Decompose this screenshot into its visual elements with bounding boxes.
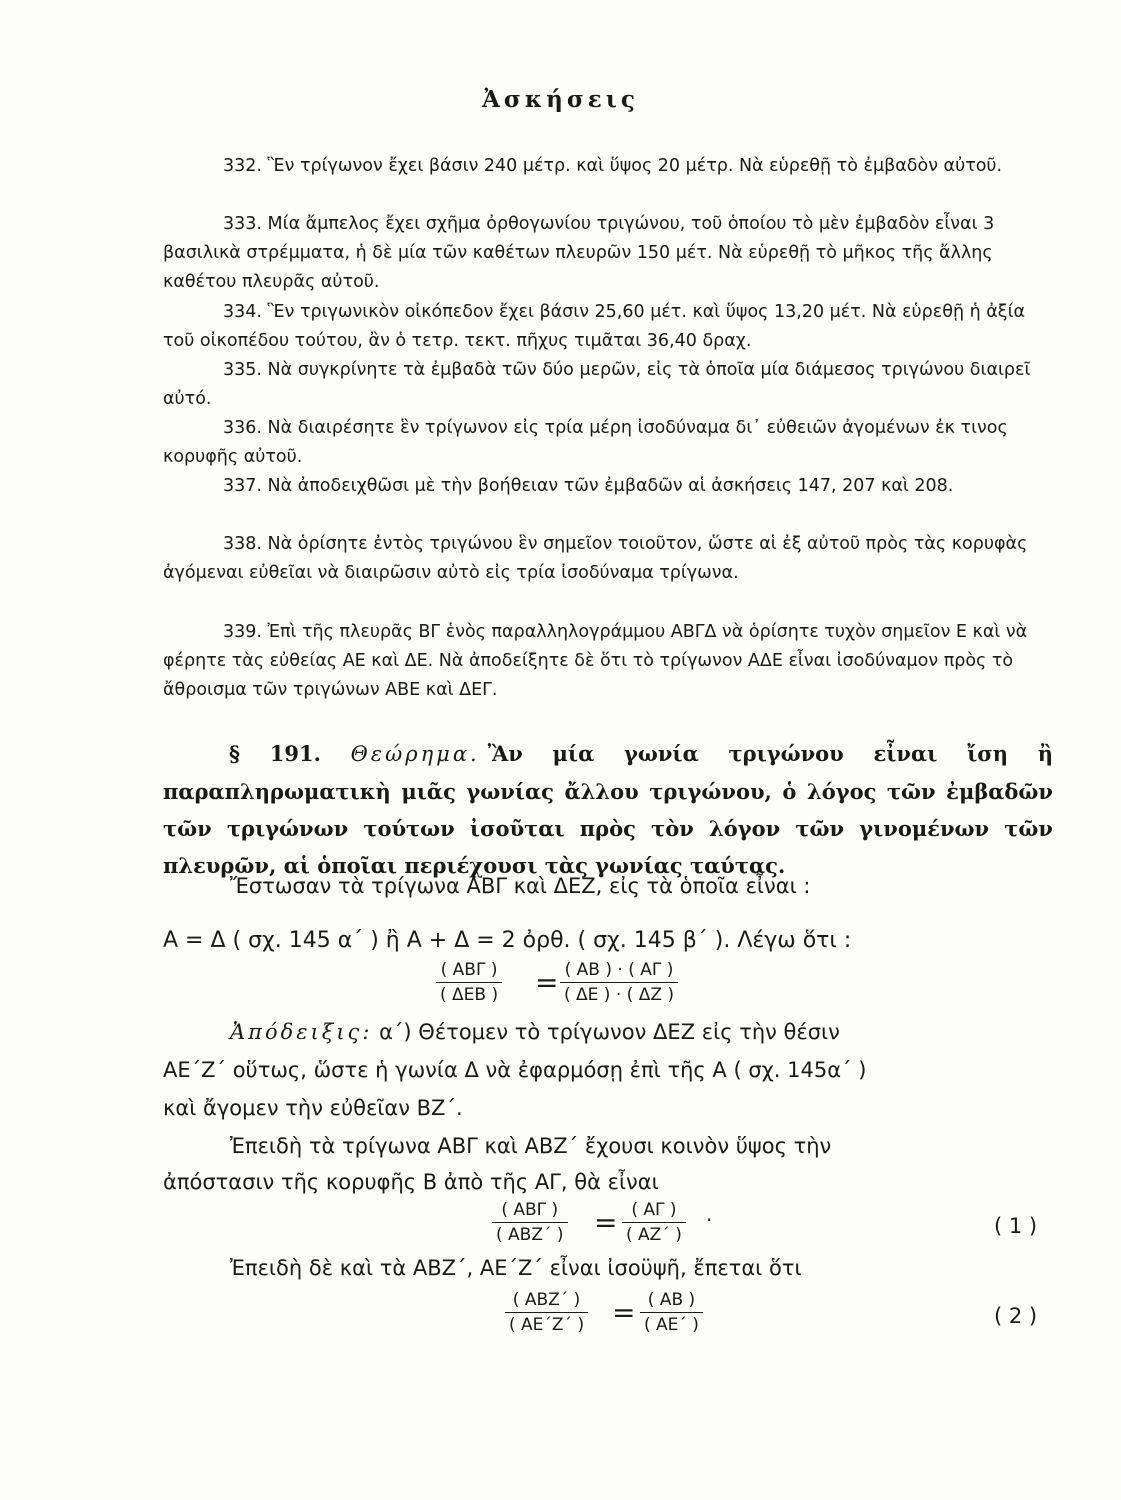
fraction-denominator: ( ΑΒΖ΄ ) bbox=[496, 1225, 564, 1245]
equals-sign: = bbox=[612, 1296, 636, 1329]
fraction-numerator: ( ΑΒΓ ) bbox=[436, 958, 502, 983]
given-line: Ἔστωσαν τὰ τρίγωνα ΑΒΓ καὶ ΔΕΖ, εἰς τὰ ὁποῖα εἶναι : bbox=[230, 874, 811, 898]
fraction-denominator: ( ΑΖ΄ ) bbox=[626, 1225, 682, 1245]
equals-sign: = bbox=[535, 966, 559, 999]
equation-number-2: ( 2 ) bbox=[994, 1304, 1038, 1328]
fraction-numerator: ( ΑΒ ) bbox=[640, 1288, 703, 1313]
exercise-339 bbox=[163, 618, 1048, 705]
equation-number-1: ( 1 ) bbox=[994, 1214, 1038, 1238]
exercise-number: 334. bbox=[223, 302, 262, 322]
fraction-denominator: ( ΔΕ ) · ( ΔΖ ) bbox=[564, 985, 675, 1005]
fraction-denominator: ( ΑΕ΄ ) bbox=[644, 1315, 699, 1335]
exercise-334 bbox=[163, 298, 1048, 356]
equals-sign: = bbox=[594, 1206, 618, 1239]
exercise-text: Νὰ συγκρίνητε τὰ ἐμβαδὰ τῶν δύο μερῶν, εἰς τὰ ὁποῖα μία διάμεσος τριγώνου διαιρεῖ αὐτό. bbox=[163, 360, 1031, 409]
exercise-number: 339. bbox=[223, 622, 262, 642]
proof-line-3: καὶ ἄγομεν τὴν εὐθεῖαν ΒΖ΄. bbox=[163, 1096, 463, 1120]
page-heading: Ἀσκήσεις bbox=[482, 86, 639, 113]
main-fraction-left bbox=[436, 958, 502, 1007]
eq1-fraction-left bbox=[492, 1198, 568, 1247]
exercise-336 bbox=[163, 414, 1048, 472]
proof-text: α΄) Θέτομεν τὸ τρίγωνον ΔΕΖ εἰς τὴν θέσιν bbox=[379, 1020, 840, 1044]
proof-line-1 bbox=[230, 1020, 840, 1044]
exercise-number: 338. bbox=[223, 534, 262, 554]
exercise-number: 333. bbox=[223, 214, 262, 234]
fraction-numerator: ( ΑΒΓ ) bbox=[492, 1198, 568, 1223]
section-number: § 191. bbox=[229, 741, 321, 766]
eq1-tail-dot: · bbox=[706, 1208, 713, 1232]
fraction-denominator: ( ΔΕΒ ) bbox=[440, 985, 499, 1005]
exercise-number: 335. bbox=[223, 360, 262, 380]
exercise-number: 337. bbox=[223, 476, 262, 496]
theorem-191 bbox=[163, 735, 1053, 884]
exercise-text: Νὰ ὁρίσητε ἐντὸς τριγώνου ἓν σημεῖον τοιοῦτον, ὥστε αἱ ἐξ αὐτοῦ πρὸς τὰς κορυφὰς ἀγόμεναι εὐθεῖαι νὰ διαιρῶσιν αὐτὸ εἰς τρία ἰσοδύναμα τρίγωνα. bbox=[163, 534, 1028, 583]
proof-label: Ἀπόδειξις: bbox=[230, 1020, 373, 1044]
exercise-333 bbox=[163, 210, 1048, 297]
fraction-numerator: ( ΑΒΖ΄ ) bbox=[505, 1288, 588, 1313]
main-fraction-right bbox=[560, 958, 678, 1007]
proof-line-4: Ἐπειδὴ τὰ τρίγωνα ΑΒΓ καὶ ΑΒΖ΄ ἔχουσι κοινὸν ὕψος τὴν bbox=[230, 1134, 832, 1158]
eq2-fraction-left bbox=[505, 1288, 588, 1337]
exercise-337 bbox=[163, 472, 1048, 501]
eq1-fraction-right bbox=[622, 1198, 686, 1247]
proof-line-2: ΑΕ΄Ζ΄ οὕτως, ὥστε ἡ γωνία Δ νὰ ἐφαρμόσῃ ἐπὶ τῆς Α ( σχ. 145α΄ ) bbox=[163, 1058, 867, 1082]
exercise-text: Νὰ διαιρέσητε ἓν τρίγωνον εἰς τρία μέρη ἰσοδύναμα δι᾽ εὐθειῶν ἀγομένων ἐκ τινος κορυφῆς αὐτοῦ. bbox=[163, 418, 1008, 467]
exercise-number: 332. bbox=[223, 156, 262, 176]
proof-line-6: Ἐπειδὴ δὲ καὶ τὰ ΑΒΖ΄, ΑΕ΄Ζ΄ εἶναι ἰσοϋψῆ, ἔπεται ὅτι bbox=[230, 1256, 802, 1280]
exercise-number: 336. bbox=[223, 418, 262, 438]
eq2-fraction-right bbox=[640, 1288, 703, 1337]
condition-line: Α = Δ ( σχ. 145 α΄ ) ἢ Α + Δ = 2 ὀρθ. ( σχ. 145 β΄ ). Λέγω ὅτι : bbox=[163, 928, 852, 953]
fraction-denominator: ( ΑΕ΄Ζ΄ ) bbox=[509, 1315, 585, 1335]
proof-line-5: ἀπόστασιν τῆς κορυφῆς Β ἀπὸ τῆς ΑΓ, θὰ εἶναι bbox=[163, 1170, 659, 1194]
exercise-text: Ἐπὶ τῆς πλευρᾶς ΒΓ ἑνὸς παραλληλογράμμου ΑΒΓΔ νὰ ὁρίσητε τυχὸν σημεῖον Ε καὶ νὰ φέρητε τὰς εὐθείας ΑΕ καὶ ΔΕ. Νὰ ἀποδείξητε δὲ ὅτι τὸ τρίγωνον ΑΔΕ εἶναι ἰσοδύναμον πρὸς τὸ ἄθροισμα τῶν τριγώνων ΑΒΕ καὶ ΔΕΓ. bbox=[163, 622, 1028, 700]
exercise-335 bbox=[163, 356, 1048, 414]
exercise-text: Μία ἄμπελος ἔχει σχῆμα ὀρθογωνίου τριγώνου, τοῦ ὁποίου τὸ μὲν ἐμβαδὸν εἶναι 3 βασιλικὰ στρέμματα, ἡ δὲ μία τῶν καθέτων πλευρῶν 150 μέτ. Νὰ εὑρεθῇ τὸ μῆκος τῆς ἄλλης καθέτου πλευρᾶς αὐτοῦ. bbox=[163, 214, 995, 292]
fraction-numerator: ( ΑΒ ) · ( ΑΓ ) bbox=[560, 958, 678, 983]
exercise-text: Νὰ ἀποδειχθῶσι μὲ τὴν βοήθειαν τῶν ἐμβαδῶν αἱ ἀσκήσεις 147, 207 καὶ 208. bbox=[267, 476, 954, 496]
exercise-332 bbox=[163, 152, 1048, 181]
exercise-text: Ἓν τρίγωνον ἔχει βάσιν 240 μέτρ. καὶ ὕψος 20 μέτρ. Νὰ εὑρεθῇ τὸ ἐμβαδὸν αὐτοῦ. bbox=[267, 156, 1003, 176]
fraction-numerator: ( ΑΓ ) bbox=[622, 1198, 686, 1223]
theorem-statement: Ἂν μία γωνία τριγώνου εἶναι ἴση ἢ παραπληρωματικὴ μιᾶς γωνίας ἄλλου τριγώνου, ὁ λόγος τῶν ἐμβαδῶν τῶν τριγώνων τούτων ἰσοῦται πρὸς τὸν λόγον τῶν γινομένων τῶν πλευρῶν, αἱ ὁποῖαι περιέχουσι τὰς γωνίας ταύτας. bbox=[163, 741, 1053, 878]
exercise-338 bbox=[163, 530, 1048, 588]
theorem-label: Θεώρημα. bbox=[350, 742, 480, 766]
exercise-text: Ἓν τριγωνικὸν οἰκόπεδον ἔχει βάσιν 25,60 μέτ. καὶ ὕψος 13,20 μέτ. Νὰ εὑρεθῇ ἡ ἀξία τοῦ οἰκοπέδου τούτου, ἂν ὁ τετρ. τεκτ. πῆχυς τιμᾶται 36,40 δραχ. bbox=[163, 302, 1026, 351]
